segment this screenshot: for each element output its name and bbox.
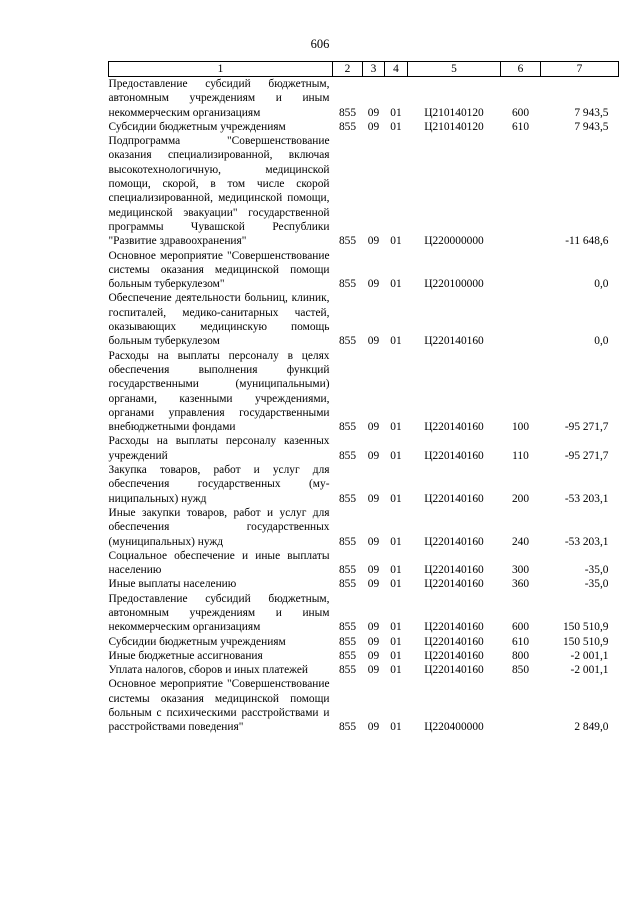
row-amount: -95 271,7 [564, 421, 609, 434]
row-subsection-code: 01 [390, 721, 402, 734]
row-target-code: Ц220400000 [424, 721, 484, 734]
row-target-code: Ц220140160 [424, 564, 484, 577]
table-row [109, 291, 619, 348]
row-target-code: Ц220140160 [424, 649, 484, 662]
row-subsection-code: 01 [390, 449, 402, 462]
row-subsection-code: 01 [390, 278, 402, 291]
row-expense-type-code: 300 [511, 564, 530, 577]
row-section-code: 09 [367, 578, 380, 591]
row-expense-type-code: 610 [511, 120, 530, 133]
row-expense-type-code: 800 [511, 649, 530, 662]
row-section-code: 09 [367, 335, 380, 348]
row-ministry-code: 855 [338, 106, 357, 119]
row-amount: -53 203,1 [564, 535, 609, 548]
row-ministry-code: 855 [338, 621, 357, 634]
row-name: Расходы на выплаты персоналу в целях обеспечения выполнения функций государственными (муниципальными) органами, казенными учреждениями, органами управления государственными внебюджетными фондами [108, 349, 330, 434]
row-name: Расходы на выплаты персоналу казенных учреждений [108, 435, 330, 462]
header-col-expense-type: 6 [501, 62, 541, 77]
row-ministry-code: 855 [338, 449, 357, 462]
row-amount: 150 510,9 [562, 635, 609, 648]
row-amount: -2 001,1 [570, 649, 609, 662]
header-col-amount: 7 [541, 62, 619, 77]
row-ministry-code: 855 [338, 235, 357, 248]
row-name: Основное мероприятие "Совершенствование системы оказания медицинской помощи больным туберкулезом" [108, 249, 330, 291]
budget-table [108, 61, 619, 735]
row-subsection-code: 01 [390, 635, 402, 648]
row-ministry-code: 855 [338, 278, 357, 291]
row-amount: 0,0 [594, 278, 609, 291]
row-name: Предоставление субсидий бюджетным, автономным учреждениям и иным некоммерческим организациям [108, 592, 330, 634]
row-expense-type-code [501, 291, 541, 348]
row-amount: -53 203,1 [564, 492, 609, 505]
row-expense-type-code: 240 [511, 535, 530, 548]
table-row [109, 77, 619, 120]
row-section-code: 09 [367, 492, 380, 505]
row-expense-type-code: 360 [511, 578, 530, 591]
table-body [109, 77, 619, 735]
row-amount: 7 943,5 [574, 106, 609, 119]
row-subsection-code: 01 [390, 564, 402, 577]
table-row [109, 506, 619, 549]
row-subsection-code: 01 [390, 120, 402, 133]
row-expense-type-code: 600 [511, 621, 530, 634]
row-expense-type-code [501, 677, 541, 734]
row-amount: -35,0 [584, 578, 609, 591]
row-subsection-code: 01 [390, 649, 402, 662]
row-amount: 0,0 [594, 335, 609, 348]
row-expense-type-code: 850 [511, 664, 530, 677]
row-target-code: Ц220140160 [424, 635, 484, 648]
row-name: Иные закупки товаров, работ и услуг для обеспечения государственных (муниципальных) нужд [108, 506, 330, 548]
row-amount: -2 001,1 [570, 664, 609, 677]
table-row [109, 649, 619, 663]
row-name: Субсидии бюджетным учреждениям [108, 635, 286, 648]
row-name: Основное мероприятие "Совершенствование системы оказания медицинской помощи больным с психическими расстройствами и расстройствами поведения" [108, 678, 330, 734]
row-expense-type-code: 200 [511, 492, 530, 505]
row-section-code: 09 [367, 106, 380, 119]
row-name: Иные бюджетные ассигнования [108, 649, 263, 662]
row-ministry-code: 855 [338, 564, 357, 577]
row-name: Обеспечение деятельности больниц, клиник, госпиталей, медико-санитарных частей, оказывающих медицинскую помощь больным туберкулезом [108, 292, 330, 348]
table-row [109, 677, 619, 734]
row-ministry-code: 855 [338, 635, 357, 648]
row-target-code: Ц220100000 [424, 278, 484, 291]
header-row [109, 62, 619, 77]
row-target-code: Ц220140160 [424, 664, 484, 677]
table-row [109, 577, 619, 591]
row-expense-type-code: 100 [511, 421, 530, 434]
row-ministry-code: 855 [338, 535, 357, 548]
row-ministry-code: 855 [338, 649, 357, 662]
table-row [109, 463, 619, 506]
row-expense-type-code: 600 [511, 106, 530, 119]
row-section-code: 09 [367, 635, 380, 648]
row-amount: -35,0 [584, 564, 609, 577]
row-section-code: 09 [367, 120, 380, 133]
row-ministry-code: 855 [338, 721, 357, 734]
row-section-code: 09 [367, 721, 380, 734]
header-col-name: 1 [109, 62, 333, 77]
page-number: 606 [310, 37, 330, 51]
row-section-code: 09 [367, 235, 380, 248]
row-target-code: Ц210140120 [424, 120, 484, 133]
header-col-subsection: 4 [385, 62, 408, 77]
row-subsection-code: 01 [390, 421, 402, 434]
row-target-code: Ц220140160 [424, 492, 484, 505]
row-subsection-code: 01 [390, 106, 402, 119]
row-ministry-code: 855 [338, 421, 357, 434]
row-section-code: 09 [367, 535, 380, 548]
row-section-code: 09 [367, 564, 380, 577]
row-name: Уплата налогов, сборов и иных платежей [108, 664, 308, 677]
row-section-code: 09 [367, 621, 380, 634]
row-name: Социальное обеспечение и иные выплаты населению [108, 549, 330, 577]
row-name: Иные выплаты населению [108, 578, 237, 591]
row-target-code: Ц220140160 [424, 535, 484, 548]
row-ministry-code: 855 [338, 335, 357, 348]
row-section-code: 09 [367, 278, 380, 291]
row-section-code: 09 [367, 649, 380, 662]
row-name: Закупка товаров, работ и услуг для обеспечения государственных (муниципальных) нужд [108, 464, 330, 505]
row-target-code: Ц220140160 [424, 621, 484, 634]
table-header [109, 62, 619, 77]
table-row [109, 549, 619, 578]
row-target-code: Ц220140160 [424, 335, 484, 348]
row-section-code: 09 [367, 421, 380, 434]
table-row [109, 134, 619, 248]
header-col-ministry: 2 [333, 62, 363, 77]
row-expense-type-code: 610 [511, 635, 530, 648]
row-expense-type-code: 110 [512, 449, 529, 462]
row-name: Предоставление субсидий бюджетным, автономным учреждениям и иным некоммерческим организациям [108, 78, 330, 119]
row-subsection-code: 01 [390, 578, 402, 591]
row-ministry-code: 855 [338, 664, 357, 677]
row-subsection-code: 01 [390, 621, 402, 634]
row-name: Подпрограмма "Совершенствование оказания специализированной, включая высокотехнологичную, медицинской помощи, скорой, в том числе скорой специализированной, медицинской помощи, медицинской эвакуации" государственной программы Чувашской Республики "Развитие здравоохранения" [108, 135, 330, 248]
row-target-code: Ц210140120 [424, 106, 484, 119]
table-row [109, 249, 619, 292]
header-col-target: 5 [408, 62, 501, 77]
table-row [109, 592, 619, 635]
row-target-code: Ц220140160 [424, 449, 484, 462]
row-target-code: Ц220000000 [424, 235, 484, 248]
row-subsection-code: 01 [390, 664, 402, 677]
row-ministry-code: 855 [338, 120, 357, 133]
table-row [109, 434, 619, 463]
row-amount: -11 648,6 [565, 235, 609, 248]
row-subsection-code: 01 [390, 492, 402, 505]
table-row [109, 120, 619, 134]
header-col-section: 3 [363, 62, 385, 77]
row-amount: 150 510,9 [562, 621, 609, 634]
row-section-code: 09 [367, 449, 380, 462]
row-expense-type-code [501, 134, 541, 248]
row-section-code: 09 [367, 664, 380, 677]
table-row [109, 349, 619, 435]
row-ministry-code: 855 [338, 492, 357, 505]
row-subsection-code: 01 [390, 535, 402, 548]
row-subsection-code: 01 [390, 335, 402, 348]
row-ministry-code: 855 [338, 578, 357, 591]
row-amount: -95 271,7 [564, 449, 609, 462]
row-target-code: Ц220140160 [424, 421, 484, 434]
row-amount: 2 849,0 [574, 721, 609, 734]
row-name: Субсидии бюджетным учреждениям [108, 120, 286, 133]
table-row [109, 635, 619, 649]
row-expense-type-code [501, 249, 541, 292]
row-subsection-code: 01 [390, 235, 402, 248]
row-amount: 7 943,5 [574, 120, 609, 133]
table-row [109, 663, 619, 677]
row-target-code: Ц220140160 [424, 578, 484, 591]
